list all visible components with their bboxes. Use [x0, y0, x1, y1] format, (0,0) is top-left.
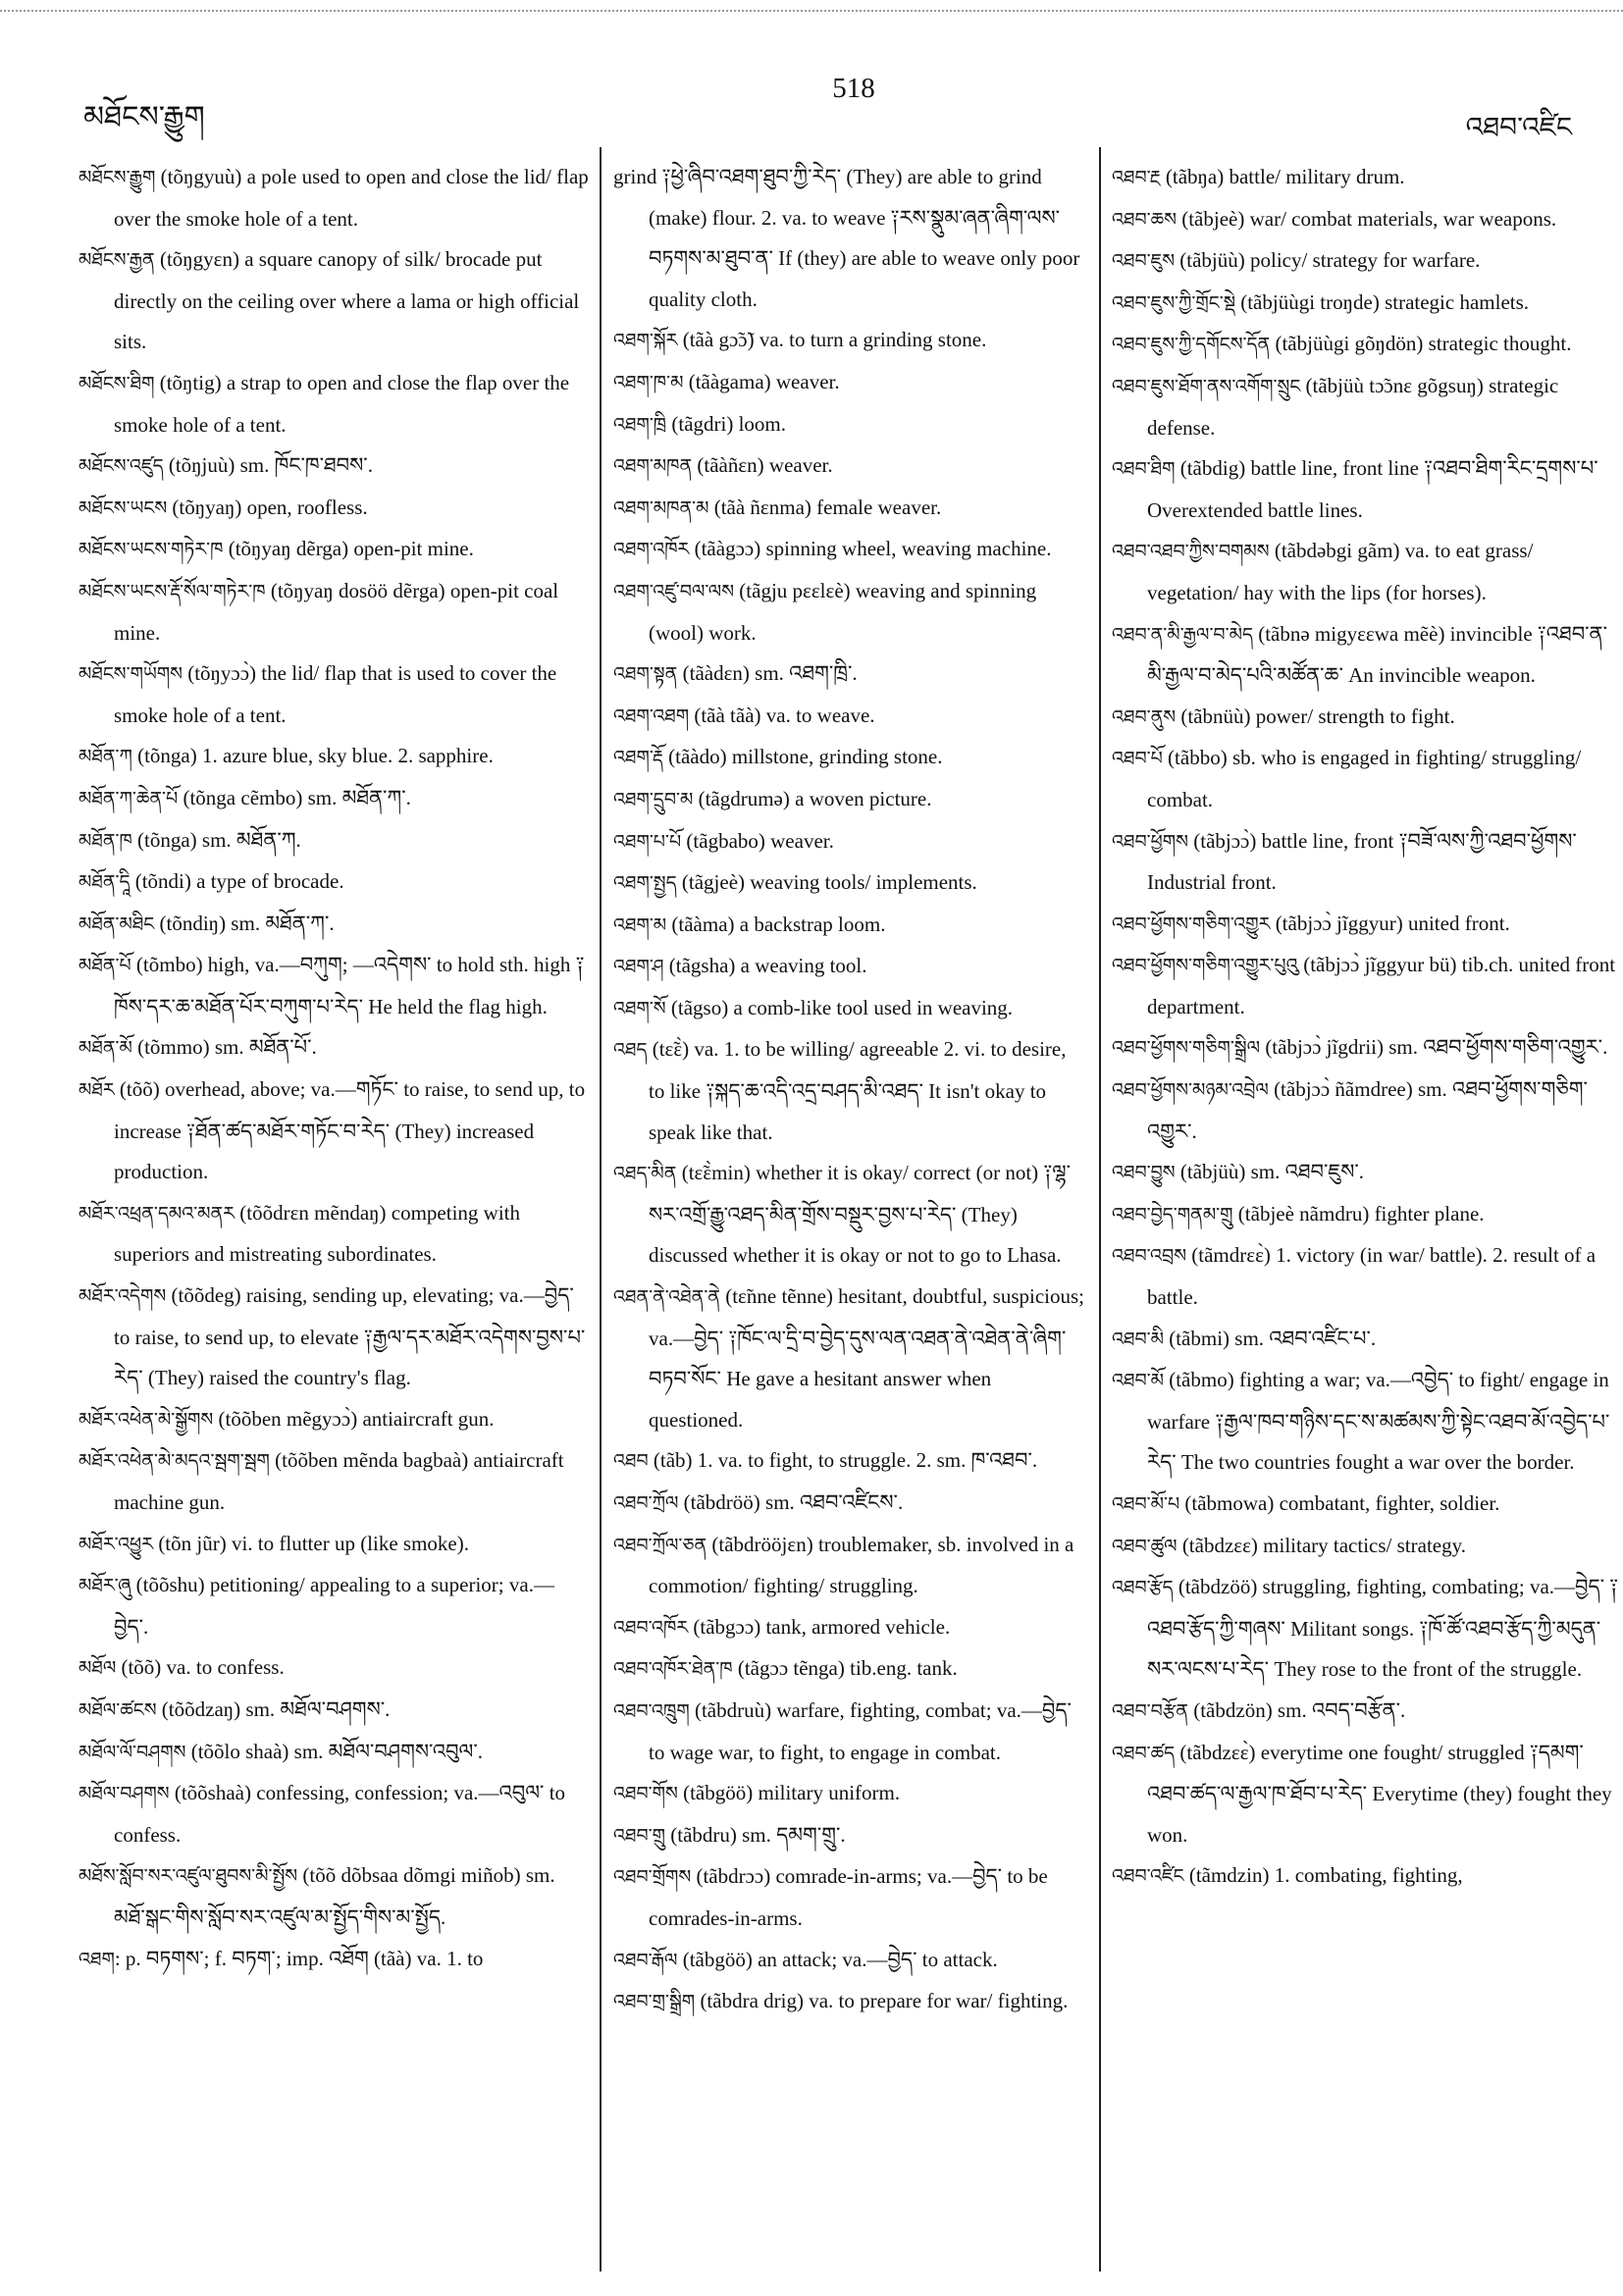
entry-headword: མཐོངས་གཡོགས	[79, 663, 183, 686]
entry-headword: འཐད	[613, 1039, 648, 1062]
dictionary-entry	[1112, 366, 1620, 448]
entry-headword: མཐོན་མོ	[79, 1037, 132, 1060]
dictionary-entry	[1112, 821, 1620, 904]
entry-definition: (tãgso) a comb-like tool used in weaving.	[665, 995, 1014, 1019]
entry-headword: མཐོལ	[79, 1657, 117, 1680]
entry-definition: (tãmdrɛɛ̀) 1. victory (in war/ battle). 2. result of a battle.	[1147, 1243, 1597, 1310]
entry-definition: grind ༑ཕྱེ་ཞིབ་འཐག་ཐུབ་ཀྱི་རེད་ (They) are able to grind (make) flour. 2. va. to weave ༑རས་སྣུམ་ཞན་ཞིག་ལས་བཏགས་མ་ཐུབ་ན་ If (they) are able to weave only poor quality cloth.	[613, 165, 1080, 311]
entry-headword: འཐབ་ཕྱོགས་གཅིག་འགྱུར་པུའུ	[1112, 955, 1298, 977]
dictionary-entry	[613, 821, 1086, 863]
entry-definition: (tãbjüù) policy/ strategy for warfare.	[1175, 248, 1481, 273]
entry-headword: འཐབ་ཀྲོལ་ཅན	[613, 1534, 707, 1556]
dictionary-entry	[613, 445, 1086, 488]
entry-headword: འཐབ་བྱེད་གནམ་གྲུ	[1112, 1203, 1233, 1226]
entry-definition: (tãbbo) sb. who is engaged in fighting/ struggling/ combat.	[1147, 746, 1582, 811]
entry-definition: (tõŋyaŋ dẽrga) open-pit mine.	[223, 537, 474, 561]
entry-definition: (tõõ) overhead, above; va.—གཏོང་ to raise, to send up, to increase ༑ཐོན་ཚད་མཐོར་གཏོང་བ་རེད་ (They) increased production.	[114, 1077, 586, 1184]
dictionary-entry	[613, 1856, 1086, 1939]
dictionary-entry	[613, 1607, 1086, 1649]
dictionary-entry	[613, 488, 1086, 530]
entry-definition: (tõõben mẽgyɔɔ̀) antiaircraft gun.	[213, 1406, 495, 1431]
dictionary-entry	[1112, 531, 1620, 613]
entry-definition: (tõõ dõbsaa dõmgi miñob) sm. མཐོ་སྒང་གིས་སློབ་སར་འཛུལ་མ་སྤྱོད་གིས་མ་སྤྱོད.	[114, 1863, 555, 1929]
entry-headword: མཐོལ་ཚངས	[79, 1698, 157, 1721]
dictionary-entry	[79, 1565, 589, 1647]
entry-headword: འཐབ་ཇུས་ཐོག་ནས་འགོག་སྲུང	[1112, 375, 1301, 397]
entry-headword: འཐག་སྟན	[613, 663, 678, 686]
entry-headword: འཐག་དྲུབ་མ	[613, 788, 694, 810]
entry-headword: འཐབ་པོ	[1112, 748, 1163, 770]
entry-headword: འཐན་ནེ་འཐེན་ནེ	[613, 1286, 720, 1309]
entry-definition: (tõŋgyɛn) a square canopy of silk/ brocade put directly on the ceiling over where a lama or high official sits.	[114, 247, 580, 354]
dictionary-column-middle	[613, 157, 1086, 2267]
dictionary-entry	[1112, 697, 1620, 739]
entry-headword: འཐབ་ཇུས	[1112, 250, 1176, 273]
entry-definition: (tãbmi) sm. འཐབ་འཛིང་པ་.	[1163, 1326, 1377, 1350]
dictionary-entry	[613, 1648, 1086, 1691]
entry-headword: འཐབ་ནུས	[1112, 705, 1177, 728]
entry-definition: (tãbdig) battle line, front line ༑འཐབ་ཐིག་རིང་དྲགས་པ་ Overextended battle lines.	[1147, 456, 1598, 522]
dictionary-entry	[79, 1647, 589, 1690]
entry-headword: མཐོན་ཀ་ཆེན་པོ	[79, 787, 179, 809]
dictionary-entry	[79, 571, 589, 653]
entry-headword: འཐག་འཛུ་བལ་ལས	[613, 580, 735, 602]
entry-headword: འཐབ་ཀྲོལ	[613, 1492, 679, 1514]
entry-headword: མཐོངས་ཡངས་རྡོ་སོལ་གཏེར་ཁ	[79, 580, 266, 602]
entry-definition: (tãàgɔɔ) spinning wheel, weaving machine.	[689, 537, 1052, 561]
entry-headword: འཐབ་འཐབ་ཀྱིས་བགམས	[1112, 541, 1270, 563]
entry-definition: (tõõben mẽnda bagbaà) antiaircraft machine gun.	[114, 1448, 564, 1514]
entry-definition: (tãbdzɛɛ) military tactics/ strategy.	[1177, 1533, 1466, 1557]
entry-headword: མཐོངས་ཐིག	[79, 372, 155, 394]
entry-definition: (tõnga) 1. azure blue, sky blue. 2. sapphire.	[131, 744, 494, 768]
entry-definition: (tõõdzaŋ) sm. མཐོལ་བཤགས་.	[156, 1696, 391, 1721]
entry-definition: (tãàma) a backstrap loom.	[666, 912, 886, 936]
entry-definition: (tãàñɛn) weaver.	[692, 453, 833, 478]
dictionary-entry	[613, 1483, 1086, 1525]
entry-definition: (tõnga) sm. མཐོན་ཀ.	[131, 827, 301, 852]
entry-definition: (tõõshaà) confessing, confession; va.—འབུལ་ to confess.	[114, 1781, 566, 1847]
entry-definition: (tãgjeè) weaving tools/ implements.	[676, 870, 977, 895]
entry-definition: (tãbjɔɔ̀ jĩggyur bü) tib.ch. united front department.	[1147, 953, 1616, 1018]
dictionary-entry	[79, 239, 589, 363]
entry-definition: (tãà gɔ̃ɔ̃) va. to turn a grinding stone.	[677, 328, 987, 352]
entry-definition: (tãàdɛn) sm. འཐག་ཁྲི་.	[677, 661, 858, 686]
dictionary-entry	[79, 1939, 589, 1981]
entry-headword: འཐབ་རྔ	[1112, 167, 1161, 188]
entry-headword: འཐབ་འཛིང	[1112, 1865, 1184, 1888]
dictionary-entry	[1112, 1733, 1620, 1856]
entry-headword: འཐབ་ཕྱོགས་གཅིག་སྒྲིལ	[1112, 1037, 1261, 1060]
entry-definition: (tãgbabo) weaver.	[681, 828, 834, 853]
dictionary-entry	[79, 529, 589, 571]
entry-definition: (tãgdri) loom.	[666, 411, 787, 436]
entry-headword: འཐབ་རྩོད	[1112, 1577, 1174, 1599]
entry-headword: མཐོར་འཕེན་མེ་སྒྱོགས	[79, 1408, 214, 1431]
dictionary-entry	[613, 1153, 1086, 1277]
entry-headword: འཐབ་འཁྲུག	[613, 1699, 690, 1722]
entry-headword: འཐག་མ	[613, 913, 667, 936]
dictionary-entry	[79, 820, 589, 862]
entry-definition: (tãbjüù tɔ̃ɔnɛ gõgsuŋ) strategic defense.	[1147, 373, 1559, 440]
entry-headword: འཐབ་འབྲས	[1112, 1245, 1187, 1268]
entry-headword: འཐག་པ་པོ	[613, 830, 682, 853]
entry-definition: (tõõ) va. to confess.	[116, 1655, 285, 1680]
entry-headword: འཐབ་རྒོལ	[613, 1949, 678, 1971]
entry-definition: (tõmmo) sm. མཐོན་པོ་.	[131, 1035, 317, 1060]
entry-headword: འཐབ་མོ་པ	[1112, 1493, 1180, 1515]
entry-definition: (tãgdrumə) a woven picture.	[693, 786, 932, 810]
entry-definition: (tãbjüùgi troŋde) strategic hamlets.	[1234, 289, 1530, 314]
entry-definition: (tõŋtig) a strap to open and close the flap over the smoke hole of a tent.	[114, 370, 570, 437]
entry-definition: (tãà ñɛnma) female weaver.	[708, 495, 942, 519]
entry-headword: འཐག་སོ	[613, 997, 666, 1019]
dictionary-entry	[1112, 904, 1620, 946]
dictionary-entry	[613, 1773, 1086, 1815]
dictionary-entry	[613, 362, 1086, 404]
dictionary-entry	[613, 696, 1086, 738]
entry-definition: (tãbdra drig) va. to prepare for war/ fighting.	[695, 1989, 1069, 2013]
dictionary-entry	[1112, 1152, 1620, 1194]
entry-headword: འཐབ་མི	[1112, 1328, 1164, 1350]
entry-definition: (tõn jũr) vi. to flutter up (like smoke).	[153, 1531, 469, 1555]
entry-definition: (tãbdəbgi gãm) va. to eat grass/ vegetation/ hay with the lips (for horses).	[1147, 539, 1534, 604]
dictionary-entry	[613, 1940, 1086, 1982]
dictionary-entry	[1112, 324, 1620, 366]
entry-definition: (tõŋgyuù) a pole used to open and close the lid/ flap over the smoke hole of a tent.	[114, 165, 589, 231]
dictionary-entry	[79, 653, 589, 736]
entry-definition: : p. བཏགས་; f. བཏག་; imp. འཐོག (tãà) va. 1. to	[114, 1946, 484, 1970]
entry-definition: (tɛ̃nne tẽnne) hesitant, doubtful, suspicious; va.—བྱེད་ ༑ཁོང་ལ་དྲི་བ་བྱེད་དུས་ལན་འཐན་ནེ་འཐེན་ནེ་ཞིག་བཏབ་སོང་ He gave a hesitant answer when questioned.	[649, 1284, 1084, 1432]
dictionary-entry	[79, 1399, 589, 1441]
dictionary-entry	[613, 1277, 1086, 1440]
entry-headword: འཐབ་ཚད	[1112, 1742, 1176, 1764]
dictionary-entry	[613, 737, 1086, 779]
entry-headword: མཐོངས་ཡངས	[79, 496, 168, 519]
dictionary-entry	[79, 488, 589, 530]
entry-definition: (tɛ̃ɛ̀) va. 1. to be willing/ agreeable 2. vi. to desire, to like ༑སྐད་ཆ་འདི་འདྲ་བཤད་མི་འཐད་ It isn't okay to speak like that.	[647, 1037, 1067, 1144]
entry-headword: འཐབ་ན་མི་རྒྱལ་བ་མེད	[1112, 623, 1253, 646]
dictionary-entry	[613, 571, 1086, 653]
dictionary-entry	[1112, 448, 1620, 531]
entry-headword: འཐག་འཐག	[613, 704, 690, 727]
entry-definition: (tõndi) a type of brocade.	[130, 869, 344, 894]
entry-headword: འཐབ་བྱུས	[1112, 1162, 1176, 1184]
entry-headword: འཐད་མིན	[613, 1163, 677, 1185]
entry-headword: མཐོན་མཐིང	[79, 913, 155, 935]
entry-headword: འཐག་མཁན་མ	[613, 496, 709, 519]
entry-headword: འཐབ་གྲུ	[613, 1824, 665, 1847]
entry-headword: མཐོངས་འཛུད	[79, 455, 164, 478]
dictionary-entry	[79, 445, 589, 488]
entry-headword: མཐོལ་ལོ་བཤགས	[79, 1741, 186, 1763]
entry-headword: འཐབ་བརྩོན	[1112, 1699, 1188, 1722]
dictionary-entry	[79, 1855, 589, 1938]
entry-headword: མཐོན་ཀ	[79, 746, 132, 768]
entry-headword: མཐོར་འདེགས	[79, 1285, 167, 1308]
entry-definition: (tãbgöö) military uniform.	[677, 1781, 901, 1805]
dictionary-entry	[79, 904, 589, 946]
page-number: 518	[832, 73, 875, 104]
dictionary-entry	[1112, 1319, 1620, 1361]
guide-word-right: འཐབ་འཛིང	[1465, 111, 1572, 143]
entry-headword: འཐབ	[613, 1450, 649, 1473]
entry-definition: (tõõdeg) raising, sending up, elevating; va.—བྱེད་ to raise, to send up, to elevate ༑རྒྱལ་དར་མཐོར་འདེགས་བྱས་པ་རེད་ (They) raised the country's flag.	[114, 1283, 586, 1390]
entry-definition: (tãgsha) a weaving tool.	[663, 954, 867, 978]
entry-headword: མཐོན་པོ	[79, 955, 131, 977]
dictionary-entry	[613, 529, 1086, 571]
entry-definition: (tãbmowa) combatant, fighter, soldier.	[1179, 1491, 1500, 1515]
entry-headword: འཐབ་ཕྱོགས་མཉམ་འབྲེལ	[1112, 1079, 1269, 1102]
entry-definition: (tãbjɔɔ̀) battle line, front ༑བཟོ་ལས་ཀྱི་འཐབ་ཕྱོགས་ Industrial front.	[1147, 828, 1577, 895]
entry-definition: (tãbjɔɔ̀ ñãmdree) sm. འཐབ་ཕྱོགས་གཅིག་འགྱུར་.	[1147, 1077, 1588, 1143]
entry-headword: འཐབ་འཁོར	[613, 1616, 689, 1639]
guide-word-left: མཐོངས་རྒྱུག	[83, 100, 205, 134]
dictionary-entry	[79, 778, 589, 820]
entry-headword: འཐབ་ཕྱོགས་གཅིག་འགྱུར	[1112, 913, 1271, 935]
entry-definition: (tãàgama) weaver.	[683, 369, 840, 393]
dictionary-entry	[79, 861, 589, 904]
entry-headword: འཐབ་གྲ་སྒྲིག	[613, 1991, 696, 2013]
dictionary-entry	[79, 1276, 589, 1399]
entry-definition: (tõŋyaŋ dosöö dẽrga) open-pit coal mine.	[114, 578, 559, 645]
dictionary-entry	[613, 320, 1086, 362]
entry-definition: (tãbŋa) battle/ military drum.	[1160, 165, 1405, 188]
dictionary-column-right	[1112, 157, 1620, 2267]
entry-definition: (tãgju pɛɛlɛè) weaving and spinning (wool) work.	[649, 578, 1037, 645]
dictionary-entry	[1112, 1360, 1620, 1484]
entry-headword: མཐོར་འཕེན་མེ་མདའ་སྦག་སྦག	[79, 1450, 270, 1473]
dictionary-column-left	[79, 157, 589, 2267]
dictionary-entry	[1112, 1070, 1620, 1152]
entry-headword: འཐབ་ཚུལ	[1112, 1535, 1178, 1557]
entry-headword: འཐབ་གོས	[613, 1783, 678, 1805]
entry-definition: (tãbgɔɔ) tank, armored vehicle.	[688, 1614, 951, 1639]
dictionary-entry	[613, 1525, 1086, 1607]
dictionary-entry	[1112, 1235, 1620, 1318]
entry-definition: (tõõlo shaà) sm. མཐོལ་བཤགས་འབུལ་.	[185, 1739, 483, 1763]
entry-definition: (tãbjüù) sm. འཐབ་ཇུས་.	[1175, 1160, 1365, 1184]
dictionary-entry	[613, 157, 1086, 320]
entry-definition: (tõõshu) petitioning/ appealing to a superior; va.—བྱེད་.	[114, 1573, 554, 1639]
dictionary-entry	[613, 988, 1086, 1030]
dictionary-entry	[613, 1440, 1086, 1483]
entry-headword: འཐབ་ཆས	[1112, 208, 1177, 231]
dictionary-entry	[1112, 738, 1620, 820]
entry-definition: (tãbjüùgi gõŋdön) strategic thought.	[1270, 332, 1572, 356]
entry-definition: (tõmbo) high, va.—བཀུག; —འདེགས་ to hold sth. high ༑ཁོས་དར་ཆ་མཐོན་པོར་བཀུག་པ་རེད་ He held the flag high.	[114, 953, 585, 1018]
entry-headword: འཐག་མཁན	[613, 455, 693, 478]
entry-definition: (tãbjeè) war/ combat materials, war weapons.	[1176, 206, 1557, 231]
entry-headword: འཐབ་ཐིག	[1112, 458, 1176, 481]
entry-definition: (tõŋyaŋ) open, roofless.	[167, 495, 368, 519]
entry-headword: འཐག་སྤྱད	[613, 872, 677, 895]
dictionary-entry	[1112, 1526, 1620, 1568]
dictionary-entry	[1112, 1484, 1620, 1526]
entry-definition: (tãbjeè nãmdru) fighter plane.	[1232, 1201, 1485, 1226]
entry-headword: འཐག་ཤ	[613, 956, 664, 978]
entry-definition: (tãàdo) millstone, grinding stone.	[662, 745, 943, 769]
dictionary-entry	[79, 1524, 589, 1566]
entry-definition: (tãbmo) fighting a war; va.—འབྱེད་ to fight/ engage in warfare ༑རྒྱལ་ཁབ་གཉིས་དང་ས་མཚམས་ཀྱི་སྟེང་འཐབ་མོ་འབྱེད་པ་རེད་ The two countries fought a war over the border.	[1147, 1368, 1610, 1475]
entry-headword: འཐག་སྐོར	[613, 330, 678, 352]
entry-headword: མཐོར་འཕྲན་དམའ་མནར	[79, 1202, 236, 1225]
dictionary-entry	[79, 1732, 589, 1774]
entry-headword: མཐོས་སློབ་སར་འཛུལ་ཐུབས་མི་སྤྱོས	[79, 1865, 298, 1888]
page-header	[0, 0, 1623, 143]
dictionary-entry	[613, 946, 1086, 988]
entry-definition: (tɛ̃ɛ̀min) whether it is okay/ correct (or not) ༑ལྷ་སར་འགྲོ་རྒྱུ་འཐད་མིན་གྲོས་བསྡུར་བྱས་པ་རེད་ (They) discussed whether it is okay or not to go to Lhasa.	[649, 1161, 1072, 1268]
dictionary-entry	[79, 945, 589, 1027]
entry-headword: འཐབ་གྲོགས	[613, 1866, 692, 1889]
dictionary-entry	[1112, 1691, 1620, 1733]
entry-definition: (tõŋjuù) sm. ཁོང་ཁ་ཐབས་.	[163, 453, 373, 478]
entry-definition: (tãbdzöö) struggling, fighting, combating; va.—བྱེད་ ༑འཐབ་རྩོད་ཀྱི་གཞས་ Militant songs. ༑ཁོ་ཚོ་འཐབ་རྩོད་ཀྱི་མདུན་སར་ལངས་པ་རེད་ They rose to the front of the struggle.	[1147, 1575, 1619, 1682]
entry-headword: འཐབ་མོ	[1112, 1370, 1164, 1392]
dictionary-entry	[79, 1193, 589, 1276]
entry-definition: (tãbjɔɔ̀ jĩggyur) united front.	[1270, 911, 1510, 935]
dictionary-entry	[1112, 1855, 1620, 1898]
dictionary-entry	[79, 157, 589, 239]
dictionary-entry	[613, 1691, 1086, 1773]
dictionary-entry	[1112, 1027, 1620, 1070]
dictionary-entry	[613, 905, 1086, 947]
dictionary-entry	[613, 653, 1086, 696]
entry-definition: (tãbdru) sm. དམག་གྲུ་.	[665, 1822, 846, 1847]
entry-headword: མཐོན་ཁ	[79, 829, 132, 852]
dictionary-entry	[1112, 1567, 1620, 1691]
dictionary-entry	[79, 1027, 589, 1070]
entry-definition: (tãbdrööjɛn) troublemaker, sb. involved in a commotion/ fighting/ struggling.	[649, 1532, 1074, 1598]
entry-definition: (tãbdröö) sm. འཐབ་འཛིངས་.	[678, 1490, 904, 1514]
dictionary-entry	[79, 1070, 589, 1193]
entry-headword: འཐག་ཁྲི	[613, 413, 667, 436]
dictionary-entry	[1112, 614, 1620, 697]
dictionary-entry	[1112, 1194, 1620, 1236]
entry-definition: (tõnga cẽmbo) sm. མཐོན་ཀ་.	[178, 785, 411, 809]
entry-definition: (tãbgöö) an attack; va.—བྱེད་ to attack.	[677, 1947, 998, 1971]
dictionary-entry	[613, 779, 1086, 821]
entry-definition: (tãbdrɔɔ) comrade-in-arms; va.—བྱེད་ to be comrades-in-arms.	[649, 1864, 1048, 1930]
column-divider-left	[600, 147, 602, 2271]
entry-headword: འཐག་འཁོར	[613, 539, 690, 561]
dictionary-entry	[79, 1773, 589, 1855]
entry-definition: (tãgɔɔ tẽnga) tib.eng. tank.	[732, 1656, 958, 1681]
entry-definition: (tãà tãà) va. to weave.	[689, 703, 875, 727]
entry-definition: (tãmdzin) 1. combating, fighting,	[1183, 1863, 1463, 1888]
entry-definition: (tõndiŋ) sm. མཐོན་ཀ་.	[154, 911, 335, 935]
entry-headword: མཐོངས་ཡངས་གཏེར་ཁ	[79, 539, 224, 561]
entry-definition: (tãbjɔɔ̀ jĩgdrii) sm. འཐབ་ཕྱོགས་གཅིག་འགྱུར་.	[1260, 1035, 1608, 1060]
entry-headword: མཐོངས་རྒྱན	[79, 249, 155, 272]
entry-definition: (tãbdzön) sm. འབད་བརྩོན་.	[1187, 1697, 1406, 1722]
entry-headword: མཐོར	[79, 1079, 115, 1102]
dictionary-entry	[1112, 945, 1620, 1027]
entry-headword: མཐོན་དཱི	[79, 871, 131, 894]
entry-headword: འཐག	[79, 1948, 115, 1970]
entry-headword: འཐབ་ཇུས་ཀྱི་དགོངས་དོན	[1112, 334, 1271, 356]
entry-definition: (tãbnüù) power/ strength to fight.	[1176, 704, 1455, 728]
dictionary-entry	[79, 1440, 589, 1523]
entry-headword: མཐོར་ཞུ	[79, 1575, 131, 1597]
dictionary-entry	[79, 736, 589, 778]
entry-headword: འཐབ་འཁོར་ཐེན་ཁ	[613, 1658, 733, 1681]
entry-headword: མཐོལ་བཤགས	[79, 1783, 170, 1805]
dictionary-entry	[1112, 283, 1620, 325]
dictionary-entry	[613, 1815, 1086, 1857]
entry-headword: འཐབ་ཇུས་ཀྱི་གྲོང་སྡེ	[1112, 291, 1235, 314]
dictionary-entry	[79, 363, 589, 445]
entry-definition: (tãb) 1. va. to fight, to struggle. 2. sm. ཁ་འཐབ་.	[648, 1448, 1038, 1473]
entry-headword: འཐག་ཁ་མ	[613, 371, 684, 393]
dictionary-entry	[613, 404, 1086, 446]
dictionary-entry	[1112, 199, 1620, 241]
dictionary-entry	[1112, 157, 1620, 199]
dictionary-entry	[613, 1981, 1086, 2023]
entry-headword: མཐོངས་རྒྱུག	[79, 167, 156, 188]
entry-definition: (tõŋyɔɔ̀) the lid/ flap that is used to cover the smoke hole of a tent.	[114, 661, 557, 727]
entry-definition: (tõõdrɛn mẽndaŋ) competing with superiors and mistreating subordinates.	[114, 1200, 521, 1267]
entry-definition: (tãbdzɛɛ̀) everytime one fought/ struggled ༑དམག་འཐབ་ཚད་ལ་རྒྱལ་ཁ་ཐོབ་པ་རེད་ Everytime (they) fought they won.	[1147, 1740, 1612, 1847]
entry-definition: (tãbnə migyɛɛwa mẽè) invincible ༑འཐབ་ན་མི་རྒྱལ་བ་མེད་པའི་མཚོན་ཆ་ An invincible weapon.	[1147, 621, 1607, 688]
entry-headword: འཐག་རྡོ	[613, 747, 663, 769]
entry-headword: མཐོར་འཕྱུར	[79, 1533, 154, 1555]
dictionary-entry	[613, 862, 1086, 905]
dictionary-entry	[79, 1690, 589, 1732]
dictionary-entry	[613, 1029, 1086, 1153]
column-divider-right	[1099, 147, 1101, 2271]
dictionary-entry	[1112, 240, 1620, 283]
entry-definition: (tãbdruù) warfare, fighting, combat; va.—བྱེད་ to wage war, to fight, to engage in combat.	[649, 1697, 1072, 1764]
entry-headword: འཐབ་ཕྱོགས	[1112, 830, 1188, 853]
